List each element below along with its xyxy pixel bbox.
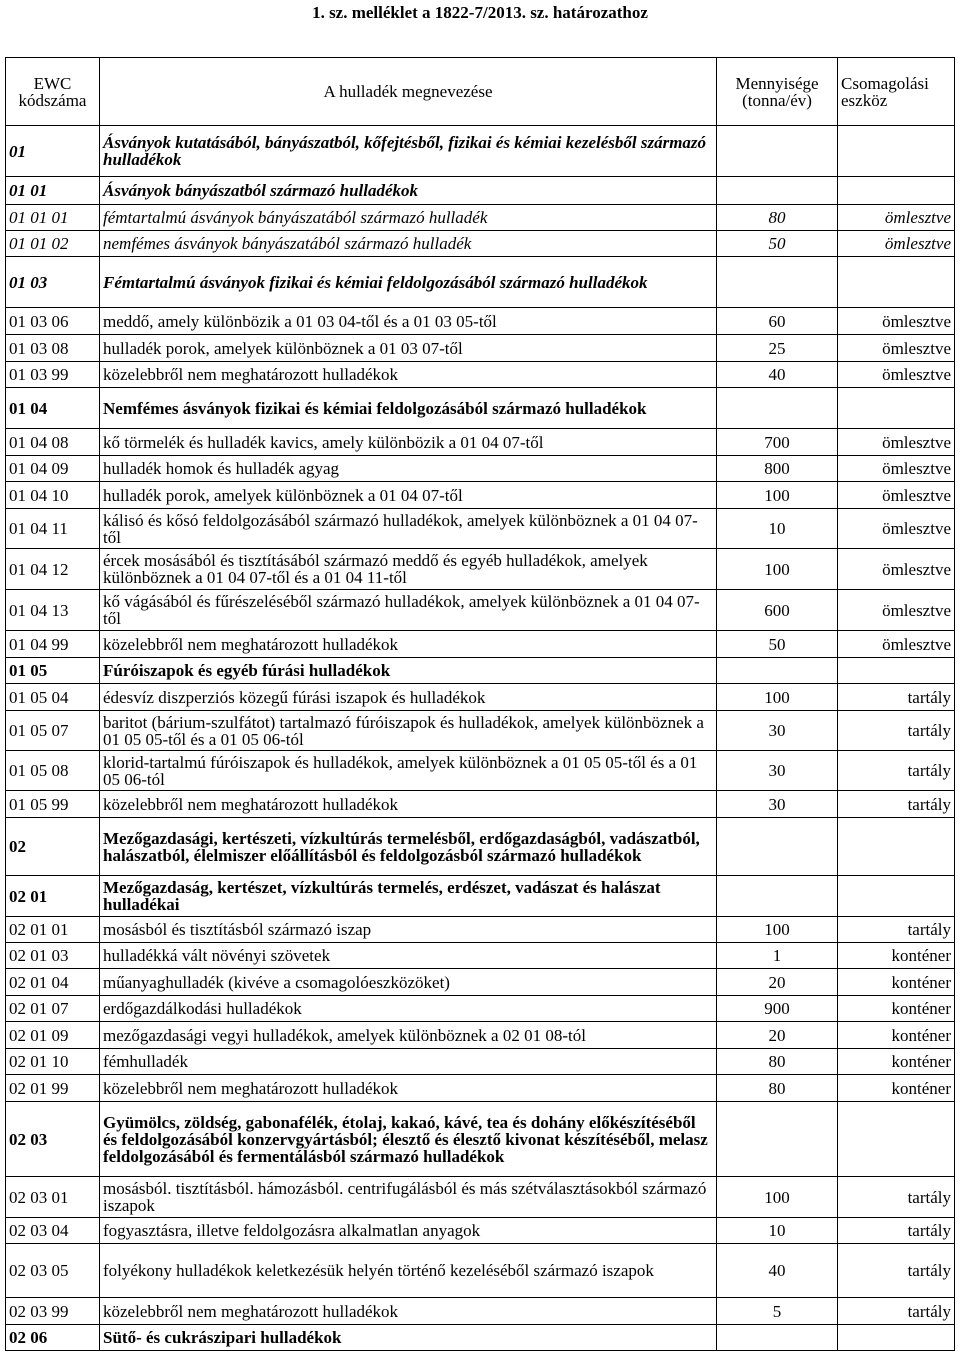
header-ewc-line1: EWC <box>33 73 72 93</box>
waste-code-cell: 01 03 <box>6 257 100 308</box>
waste-code-cell: 01 05 08 <box>6 751 100 791</box>
packaging-cell <box>838 388 955 429</box>
table-row <box>6 126 955 177</box>
table-row <box>6 751 955 791</box>
table-row <box>6 876 955 917</box>
waste-code-cell: 01 04 12 <box>6 549 100 590</box>
quantity-cell <box>717 257 838 308</box>
waste-code-cell: 01 04 13 <box>6 590 100 631</box>
packaging-cell: konténer <box>838 1049 955 1075</box>
header-quantity <box>717 58 838 126</box>
waste-code-cell: 02 03 05 <box>6 1244 100 1298</box>
quantity-cell: 20 <box>717 1022 838 1049</box>
packaging-cell <box>838 876 955 917</box>
quantity-cell: 40 <box>717 362 838 388</box>
packaging-cell <box>838 1325 955 1351</box>
table-row <box>6 1102 955 1177</box>
waste-name-cell: erdőgazdálkodási hulladékok <box>100 996 717 1022</box>
packaging-cell: tartály <box>838 1177 955 1218</box>
quantity-cell: 700 <box>717 429 838 456</box>
quantity-cell: 10 <box>717 1218 838 1244</box>
packaging-cell: ömlesztve <box>838 590 955 631</box>
waste-name-cell: ércek mosásából és tisztításából származó meddő és egyéb hulladékok, amelyek különböznek a 01 04 07-től és a 01 04 11-től <box>100 549 717 590</box>
waste-code-cell: 01 04 <box>6 388 100 429</box>
packaging-cell: ömlesztve <box>838 429 955 456</box>
waste-code-cell: 02 03 01 <box>6 1177 100 1218</box>
header-quantity-line2: (tonna/év) <box>742 90 812 110</box>
quantity-cell: 30 <box>717 751 838 791</box>
quantity-cell: 80 <box>717 205 838 231</box>
quantity-cell <box>717 658 838 684</box>
quantity-cell <box>717 388 838 429</box>
packaging-cell <box>838 818 955 876</box>
packaging-cell <box>838 1102 955 1177</box>
packaging-cell: tartály <box>838 1298 955 1325</box>
packaging-cell: ömlesztve <box>838 308 955 335</box>
quantity-cell <box>717 1325 838 1351</box>
waste-name-cell: édesvíz diszperziós közegű fúrási iszapok és hulladékok <box>100 684 717 711</box>
waste-code-cell: 01 01 01 <box>6 205 100 231</box>
quantity-cell: 1 <box>717 943 838 969</box>
table-row <box>6 362 955 388</box>
waste-name-cell: közelebbről nem meghatározott hulladékok <box>100 631 717 658</box>
waste-name-cell: baritot (bárium-szulfátot) tartalmazó fúróiszapok és hulladékok, amelyek különböznek a 01 05 05-től és a 01 05 06-tól <box>100 711 717 751</box>
waste-name-cell: kő vágásából és fűrészeléséből származó hulladékok, amelyek különböznek a 01 04 07-től <box>100 590 717 631</box>
waste-name-cell: Sütő- és cukrászipari hulladékok <box>100 1325 717 1351</box>
packaging-cell: tartály <box>838 751 955 791</box>
waste-code-cell: 01 05 99 <box>6 791 100 818</box>
document-title: 1. sz. melléklet a 1822-7/2013. sz. határozathoz <box>312 3 648 22</box>
waste-code-cell: 02 01 09 <box>6 1022 100 1049</box>
waste-name-cell: hulladék porok, amelyek különböznek a 01 04 07-től <box>100 482 717 509</box>
waste-name-cell: kő törmelék és hulladék kavics, amely különbözik a 01 04 07-től <box>100 429 717 456</box>
waste-code-cell: 02 03 <box>6 1102 100 1177</box>
quantity-cell: 100 <box>717 684 838 711</box>
table-row <box>6 943 955 969</box>
waste-code-cell: 02 <box>6 818 100 876</box>
quantity-cell: 5 <box>717 1298 838 1325</box>
table-row <box>6 257 955 308</box>
header-packaging-line1: Csomagolási <box>841 73 929 93</box>
waste-name-cell: mosásból. tisztításból. hámozásból. centrifugálásból és más szétválasztásokból származó iszapok <box>100 1177 717 1218</box>
waste-code-cell: 02 01 07 <box>6 996 100 1022</box>
packaging-cell: ömlesztve <box>838 231 955 257</box>
table-row <box>6 818 955 876</box>
header-waste-name: A hulladék megnevezése <box>100 58 717 126</box>
packaging-cell: ömlesztve <box>838 549 955 590</box>
waste-name-cell: folyékony hulladékok keletkezésük helyén történő kezeléséből származó iszapok <box>100 1244 717 1298</box>
waste-name-cell: hulladék porok, amelyek különböznek a 01 03 07-től <box>100 335 717 362</box>
waste-code-cell: 02 01 10 <box>6 1049 100 1075</box>
waste-code-cell: 01 04 09 <box>6 456 100 482</box>
packaging-cell: tartály <box>838 1244 955 1298</box>
table-row <box>6 388 955 429</box>
table-row <box>6 308 955 335</box>
packaging-cell <box>838 658 955 684</box>
waste-code-cell: 01 04 08 <box>6 429 100 456</box>
waste-code-cell: 01 04 10 <box>6 482 100 509</box>
quantity-cell: 100 <box>717 482 838 509</box>
packaging-cell <box>838 257 955 308</box>
table-row <box>6 509 955 549</box>
packaging-cell: tartály <box>838 917 955 943</box>
table-row <box>6 1049 955 1075</box>
waste-code-cell: 02 01 01 <box>6 917 100 943</box>
packaging-cell: ömlesztve <box>838 509 955 549</box>
waste-code-cell: 02 03 99 <box>6 1298 100 1325</box>
header-packaging-line2: eszköz <box>841 90 888 110</box>
table-row <box>6 429 955 456</box>
waste-table <box>5 57 955 1351</box>
waste-code-cell: 01 01 <box>6 177 100 205</box>
table-row <box>6 684 955 711</box>
quantity-cell: 30 <box>717 791 838 818</box>
waste-name-cell: fogyasztásra, illetve feldolgozásra alkalmatlan anyagok <box>100 1218 717 1244</box>
waste-code-cell: 01 03 08 <box>6 335 100 362</box>
packaging-cell: ömlesztve <box>838 362 955 388</box>
waste-name-cell: műanyaghulladék (kivéve a csomagolóeszközöket) <box>100 969 717 996</box>
packaging-cell: konténer <box>838 1075 955 1102</box>
waste-code-cell: 01 01 02 <box>6 231 100 257</box>
waste-name-cell: fémhulladék <box>100 1049 717 1075</box>
packaging-cell: konténer <box>838 1022 955 1049</box>
table-row <box>6 177 955 205</box>
table-row <box>6 917 955 943</box>
quantity-cell: 100 <box>717 549 838 590</box>
packaging-cell: tartály <box>838 791 955 818</box>
packaging-cell: ömlesztve <box>838 205 955 231</box>
table-row <box>6 549 955 590</box>
quantity-cell <box>717 1102 838 1177</box>
packaging-cell: ömlesztve <box>838 482 955 509</box>
waste-name-cell: Nemfémes ásványok fizikai és kémiai feldolgozásából származó hulladékok <box>100 388 717 429</box>
waste-name-cell: közelebbről nem meghatározott hulladékok <box>100 362 717 388</box>
packaging-cell: tartály <box>838 684 955 711</box>
packaging-cell: ömlesztve <box>838 456 955 482</box>
quantity-cell: 100 <box>717 1177 838 1218</box>
table-row <box>6 791 955 818</box>
quantity-cell: 800 <box>717 456 838 482</box>
packaging-cell: ömlesztve <box>838 631 955 658</box>
table-row <box>6 1075 955 1102</box>
table-row <box>6 969 955 996</box>
waste-code-cell: 01 05 04 <box>6 684 100 711</box>
quantity-cell <box>717 126 838 177</box>
waste-name-cell: kálisó és kősó feldolgozásából származó hulladékok, amelyek különböznek a 01 04 07-től <box>100 509 717 549</box>
table-row <box>6 335 955 362</box>
packaging-cell: tartály <box>838 1218 955 1244</box>
quantity-cell: 80 <box>717 1049 838 1075</box>
table-row <box>6 482 955 509</box>
quantity-cell <box>717 876 838 917</box>
waste-name-cell: meddő, amely különbözik a 01 03 04-től és a 01 03 05-től <box>100 308 717 335</box>
waste-name-cell: klorid-tartalmú fúróiszapok és hulladékok, amelyek különböznek a 01 05 05-től és a 01 05 06-tól <box>100 751 717 791</box>
waste-code-cell: 01 04 11 <box>6 509 100 549</box>
waste-name-cell: fémtartalmú ásványok bányászatából származó hulladék <box>100 205 717 231</box>
waste-code-cell: 01 05 <box>6 658 100 684</box>
table-row <box>6 711 955 751</box>
table-body <box>6 126 955 1351</box>
quantity-cell <box>717 177 838 205</box>
waste-code-cell: 01 03 06 <box>6 308 100 335</box>
table-row <box>6 631 955 658</box>
quantity-cell: 20 <box>717 969 838 996</box>
quantity-cell: 50 <box>717 231 838 257</box>
waste-code-cell: 02 01 <box>6 876 100 917</box>
packaging-cell: konténer <box>838 969 955 996</box>
packaging-cell: konténer <box>838 943 955 969</box>
waste-name-cell: Mezőgazdasági, kertészeti, vízkultúrás termelésből, erdőgazdaságból, vadászatból, halászatból, élelmiszer előállításból és feldolgozásból származó hulladékok <box>100 818 717 876</box>
waste-code-cell: 02 01 99 <box>6 1075 100 1102</box>
quantity-cell: 900 <box>717 996 838 1022</box>
quantity-cell: 30 <box>717 711 838 751</box>
waste-code-cell: 02 01 03 <box>6 943 100 969</box>
table-row <box>6 1177 955 1218</box>
header-ewc-line2: kódszáma <box>18 90 87 110</box>
table-row <box>6 996 955 1022</box>
waste-code-cell: 01 05 07 <box>6 711 100 751</box>
packaging-cell <box>838 177 955 205</box>
waste-name-cell: mezőgazdasági vegyi hulladékok, amelyek különböznek a 02 01 08-tól <box>100 1022 717 1049</box>
quantity-cell: 25 <box>717 335 838 362</box>
table-row <box>6 1298 955 1325</box>
quantity-cell: 600 <box>717 590 838 631</box>
waste-name-cell: Ásványok bányászatból származó hulladékok <box>100 177 717 205</box>
waste-name-cell: hulladék homok és hulladék agyag <box>100 456 717 482</box>
table-row <box>6 1218 955 1244</box>
quantity-cell: 10 <box>717 509 838 549</box>
quantity-cell: 40 <box>717 1244 838 1298</box>
waste-name-cell: Ásványok kutatásából, bányászatból, kőfejtésből, fizikai és kémiai kezelésből származó hulladékok <box>100 126 717 177</box>
waste-code-cell: 01 <box>6 126 100 177</box>
waste-code-cell: 02 03 04 <box>6 1218 100 1244</box>
table-row <box>6 590 955 631</box>
waste-name-cell: mosásból és tisztításból származó iszap <box>100 917 717 943</box>
packaging-cell: ömlesztve <box>838 335 955 362</box>
waste-name-cell: közelebbről nem meghatározott hulladékok <box>100 1298 717 1325</box>
waste-code-cell: 02 06 <box>6 1325 100 1351</box>
table-row <box>6 1022 955 1049</box>
header-ewc-code <box>6 58 100 126</box>
header-packaging <box>838 58 955 126</box>
quantity-cell: 60 <box>717 308 838 335</box>
waste-name-cell: Fémtartalmú ásványok fizikai és kémiai feldolgozásából származó hulladékok <box>100 257 717 308</box>
table-row <box>6 658 955 684</box>
packaging-cell: konténer <box>838 996 955 1022</box>
table-row <box>6 231 955 257</box>
quantity-cell: 80 <box>717 1075 838 1102</box>
quantity-cell: 100 <box>717 917 838 943</box>
waste-name-cell: Fúróiszapok és egyéb fúrási hulladékok <box>100 658 717 684</box>
waste-name-cell: Mezőgazdaság, kertészet, vízkultúrás termelés, erdészet, vadászat és halászat hulladékai <box>100 876 717 917</box>
header-quantity-line1: Mennyisége <box>735 73 819 93</box>
packaging-cell <box>838 126 955 177</box>
waste-name-cell: közelebbről nem meghatározott hulladékok <box>100 1075 717 1102</box>
packaging-cell: tartály <box>838 711 955 751</box>
waste-code-cell: 01 03 99 <box>6 362 100 388</box>
table-row <box>6 456 955 482</box>
table-row <box>6 1244 955 1298</box>
waste-name-cell: nemfémes ásványok bányászatából származó hulladék <box>100 231 717 257</box>
waste-code-cell: 02 01 04 <box>6 969 100 996</box>
table-row <box>6 205 955 231</box>
quantity-cell <box>717 818 838 876</box>
waste-code-cell: 01 04 99 <box>6 631 100 658</box>
quantity-cell: 50 <box>717 631 838 658</box>
table-header-row <box>6 58 955 126</box>
waste-name-cell: Gyümölcs, zöldség, gabonafélék, étolaj, kakaó, kávé, tea és dohány előkészítéséből és feldolgozásából konzervgyártásból; élesztő és élesztő kivonat készítéséből, melasz feldolgozásából és fermentálásból származó hulladékok <box>100 1102 717 1177</box>
waste-name-cell: hulladékká vált növényi szövetek <box>100 943 717 969</box>
waste-name-cell: közelebbről nem meghatározott hulladékok <box>100 791 717 818</box>
table-row <box>6 1325 955 1351</box>
